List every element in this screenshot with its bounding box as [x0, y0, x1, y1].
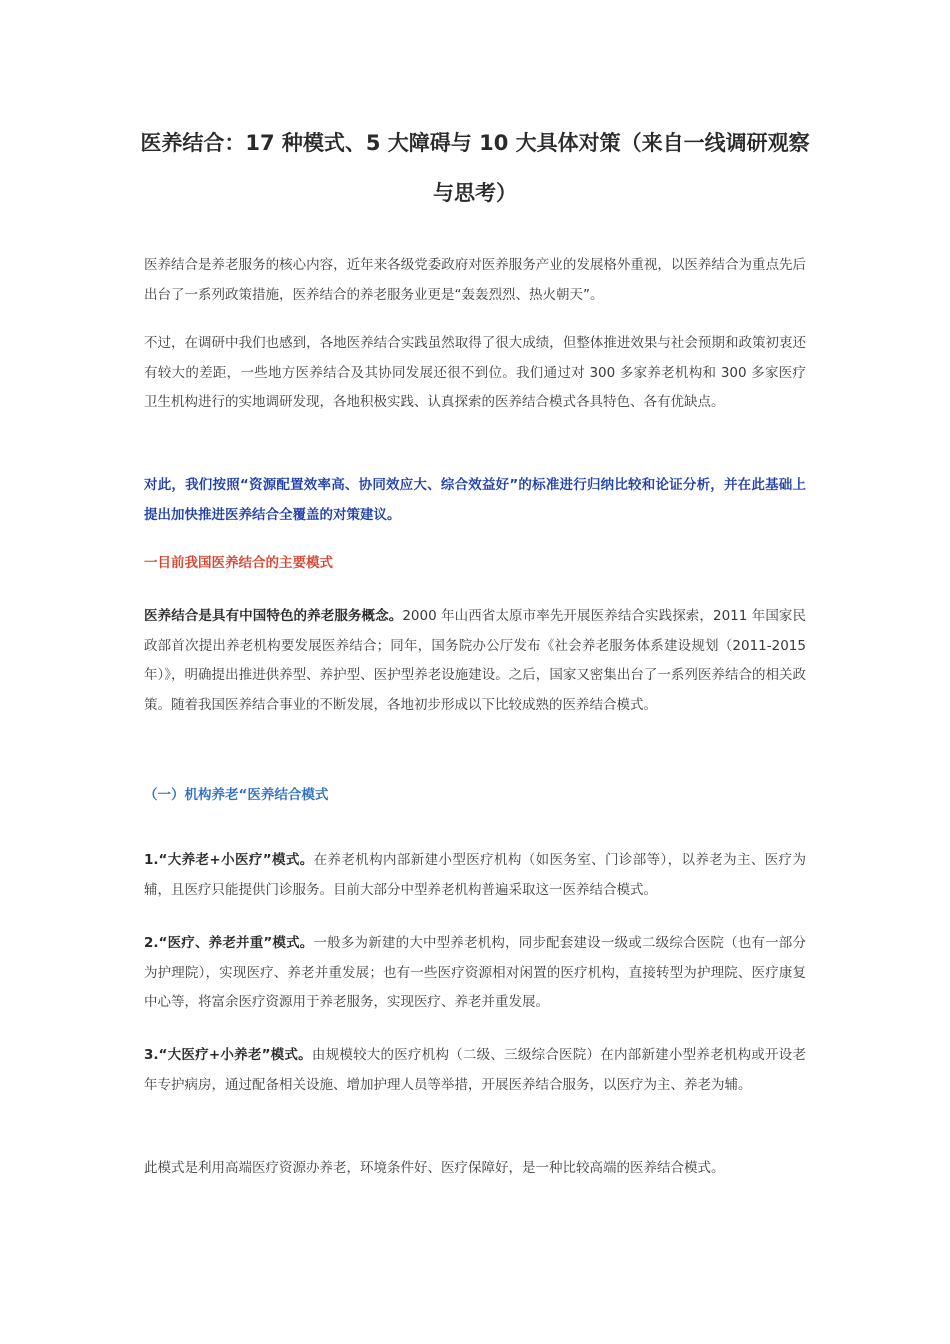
- paragraph-history-body: 2000 年山西省太原市率先开展医养结合实践探索，2011 年国家民政部首次提出养老机构要发展医养结合；同年，国务院办公厅发布《社会养老服务体系建设规划（2011-2015 年）》，明确提出推进供养型、养护型、医护型养老设施建设。之后，国家又密集出台了一系列医养结合的相关政策。随着我国医养结合事业的不断发展，各地初步形成以下比较成熟的医养结合模式。: [144, 608, 807, 713]
- model-1-body: 在养老机构内部新建小型医疗机构（如医务室、门诊部等），以养老为主、医疗为辅，且医疗只能提供门诊服务。目前大部分中型养老机构普遍采取这一医养结合模式。: [144, 852, 807, 898]
- paragraph-intro: 医养结合是养老服务的核心内容，近年来各级党委政府对医养服务产业的发展格外重视，以医养结合为重点先后出台了一系列政策措施，医养结合的养老服务业更是“轰轰烈烈、热火朝天”。: [144, 257, 806, 303]
- paragraph-survey: 不过，在调研中我们也感到，各地医养结合实践虽然取得了很大成绩，但整体推进效果与社会预期和政策初衷还有较大的差距，一些地方医养结合及其协同发展还很不到位。我们通过对 300 多家养老机构和 300 多家医疗卫生机构进行的实地调研发现，各地积极实践、认真探索的医养结合模式各具特色、各有优缺点。: [144, 335, 806, 410]
- model-3-title: 3.“大医疗+小养老”模式。: [144, 1047, 312, 1063]
- paragraph-conclusion: 此模式是利用高端医疗资源办养老，环境条件好、医疗保障好，是一种比较高端的医养结合模式。: [144, 1160, 725, 1176]
- section-heading: 一目前我国医养结合的主要模式: [144, 555, 333, 571]
- model-2-body: 一般多为新建的大中型养老机构，同步配套建设一级或二级综合医院（也有一部分为护理院），实现医疗、养老并重发展；也有一些医疗资源相对闲置的医疗机构，直接转型为护理院、医疗康复中心等，将富余医疗资源用于养老服务，实现医疗、养老并重发展。: [144, 935, 806, 1010]
- paragraph-history: [144, 602, 806, 720]
- article-title: 医养结合：17 种模式、5 大障碍与 10 大具体对策（来自一线调研观察与思考）: [140, 131, 810, 205]
- model-3: [144, 1041, 806, 1100]
- model-1: [144, 846, 806, 905]
- subsection-heading: （一）机构养老“医养结合模式: [144, 787, 329, 803]
- model-1-title: 1.“大养老+小医疗”模式。: [144, 852, 314, 868]
- paragraph-highlight: 对此，我们按照“资源配置效率高、协同效应大、综合效益好”的标准进行归纳比较和论证分析，并在此基础上提出加快推进医养结合全覆盖的对策建议。: [144, 477, 806, 523]
- model-2: [144, 929, 806, 1018]
- model-2-title: 2.“医疗、养老并重”模式。: [144, 935, 314, 951]
- model-3-body: 由规模较大的医疗机构（二级、三级综合医院）在内部新建小型养老机构或开设老年专护病房，通过配备相关设施、增加护理人员等举措，开展医养结合服务，以医疗为主、养老为辅。: [144, 1047, 807, 1093]
- paragraph-history-lead: 医养结合是具有中国特色的养老服务概念。: [144, 608, 403, 624]
